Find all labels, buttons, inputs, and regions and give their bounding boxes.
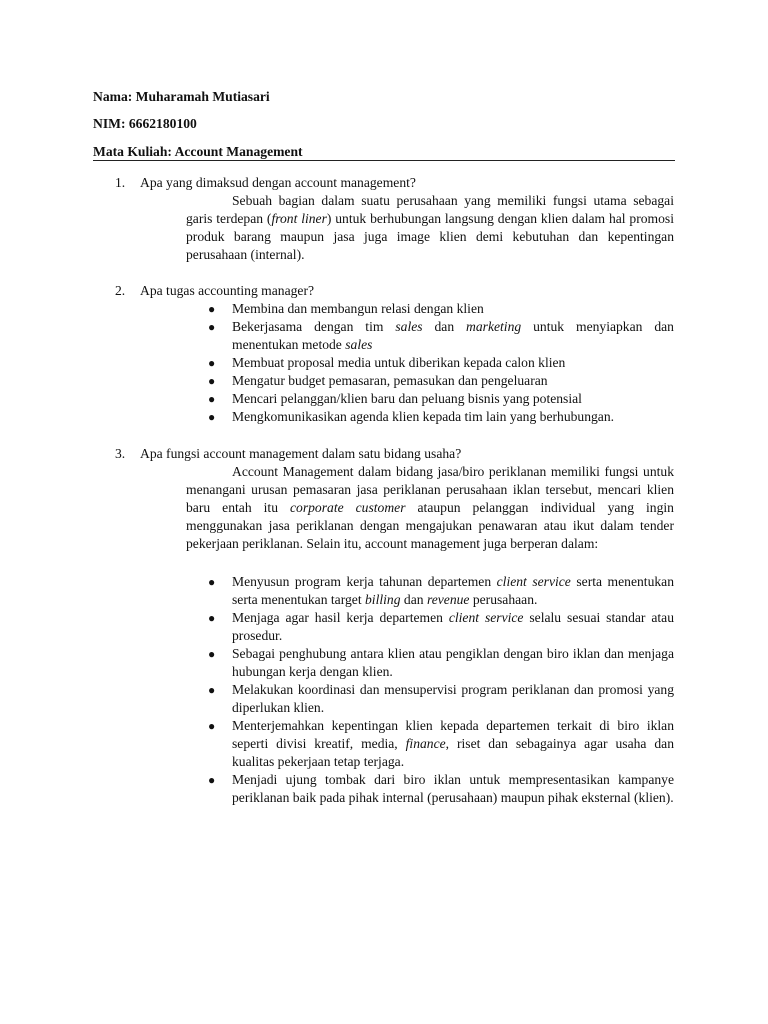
- text-run: Mengatur budget pemasaran, pemasukan dan pengeluaran: [232, 373, 548, 388]
- text-run: dan: [400, 592, 427, 607]
- answer-3-paragraph: [186, 463, 674, 553]
- italic-text: finance: [405, 736, 446, 751]
- bullet-icon: ●: [208, 719, 216, 733]
- question-text: Apa yang dimaksud dengan account management?: [140, 175, 416, 190]
- bullet-icon: ●: [208, 410, 216, 424]
- text-run: Membuat proposal media untuk diberikan kepada calon klien: [232, 355, 566, 370]
- bullet-icon: ●: [208, 356, 216, 370]
- italic-text: sales: [395, 319, 423, 334]
- bullet-icon: ●: [208, 773, 216, 787]
- text-run: Menyusun program kerja tahunan departemen: [232, 574, 497, 589]
- text-run: Mengkomunikasikan agenda klien kepada tim lain yang berhubungan.: [232, 409, 615, 424]
- text-run: serta menentukan serta menentukan target: [232, 574, 674, 607]
- bullet-icon: ●: [208, 392, 216, 406]
- bullet-item: [208, 573, 674, 609]
- text-run: Melakukan koordinasi dan mensupervisi program periklanan dan promosi yang diperlukan klien.: [232, 682, 674, 715]
- question-number: 3.: [115, 446, 126, 461]
- bullet-item: [208, 645, 674, 681]
- text-run: Account Management dalam bidang jasa/biro periklanan memiliki fungsi untuk menangani urusan pemasaran jasa periklanan perusahaan iklan tersebut, mencari klien baru entah itu: [186, 464, 674, 515]
- header-divider: [93, 160, 675, 161]
- bullet-item: [208, 771, 674, 807]
- bullet-item: [208, 354, 674, 372]
- answer-3-bullet-list: [0, 573, 674, 807]
- bullet-item: [208, 408, 674, 426]
- bullet-item: [208, 609, 675, 645]
- bullet-icon: ●: [208, 683, 216, 697]
- text-run: perusahaan.: [469, 592, 538, 607]
- italic-text: client service: [448, 610, 524, 625]
- bullet-item: [208, 390, 674, 408]
- text-run: Sebuah bagian dalam suatu perusahaan yang memiliki fungsi utama sebagai garis terdepan (: [186, 193, 674, 226]
- text-run: ataupun pelanggan individual yang ingin menggunakan jasa periklanan dengan mengajukan penawaran atau ikut dalam tender pekerjaan periklanan. Selain itu, account management juga berperan dalam:: [186, 500, 674, 551]
- bullet-icon: ●: [208, 575, 216, 589]
- text-run: , riset dan sebagainya agar usaha dan kualitas pekerjaan tetap terjaga.: [232, 736, 674, 769]
- course-title: Mata Kuliah: Account Management: [93, 144, 303, 159]
- question-text: Apa tugas accounting manager?: [140, 283, 315, 298]
- question-number: 1.: [115, 175, 126, 190]
- text-run: Menterjemahkan kepentingan klien kepada departemen terkait di biro iklan seperti divisi kreatif, media,: [232, 718, 674, 751]
- bullet-icon: ●: [208, 374, 216, 388]
- text-run: selalu sesuai standar atau prosedur.: [232, 610, 675, 643]
- italic-text: front liner: [271, 211, 327, 226]
- text-run: Sebagai penghubung antara klien atau pengiklan dengan biro iklan dan menjaga hubungan kerja dengan klien.: [232, 646, 674, 679]
- bullet-icon: ●: [208, 611, 216, 625]
- student-nim: NIM: 6662180100: [93, 116, 197, 131]
- italic-text: corporate customer: [290, 500, 406, 515]
- text-run: Bekerjasama dengan tim: [232, 319, 396, 334]
- italic-text: marketing: [466, 319, 522, 334]
- text-run: Menjaga agar hasil kerja departemen: [232, 610, 449, 625]
- question-number: 2.: [115, 283, 126, 298]
- bullet-item: [208, 372, 674, 390]
- text-run: Menjadi ujung tombak dari biro iklan untuk mempresentasikan kampanye periklanan baik pada pihak internal (perusahaan) maupun pihak eksternal (klien).: [232, 772, 674, 805]
- text-run: Membina dan membangun relasi dengan klien: [232, 301, 484, 316]
- italic-text: revenue: [426, 592, 470, 607]
- bullet-icon: ●: [208, 647, 216, 661]
- answer-2-bullet-list: [0, 300, 674, 426]
- text-run: Mencari pelanggan/klien baru dan peluang bisnis yang potensial: [232, 391, 582, 406]
- bullet-icon: ●: [208, 320, 216, 334]
- bullet-item: [208, 717, 674, 771]
- bullet-item: [208, 318, 674, 354]
- text-run: ) untuk berhubungan langsung dengan klien dalam hal promosi produk barang maupun jasa juga image klien demi kebutuhan dan kepentingan perusahaan (internal).: [186, 211, 674, 262]
- question-text: Apa fungsi account management dalam satu bidang usaha?: [140, 446, 462, 461]
- italic-text: sales: [345, 337, 373, 352]
- italic-text: billing: [365, 592, 401, 607]
- answer-1-paragraph: [186, 192, 674, 264]
- bullet-icon: ●: [208, 302, 216, 316]
- bullet-item: [208, 300, 674, 318]
- student-name: Nama: Muharamah Mutiasari: [93, 89, 270, 104]
- italic-text: client service: [496, 574, 571, 589]
- text-run: dan: [422, 319, 467, 334]
- text-run: untuk menyiapkan dan menentukan metode: [232, 319, 674, 352]
- bullet-item: [208, 681, 674, 717]
